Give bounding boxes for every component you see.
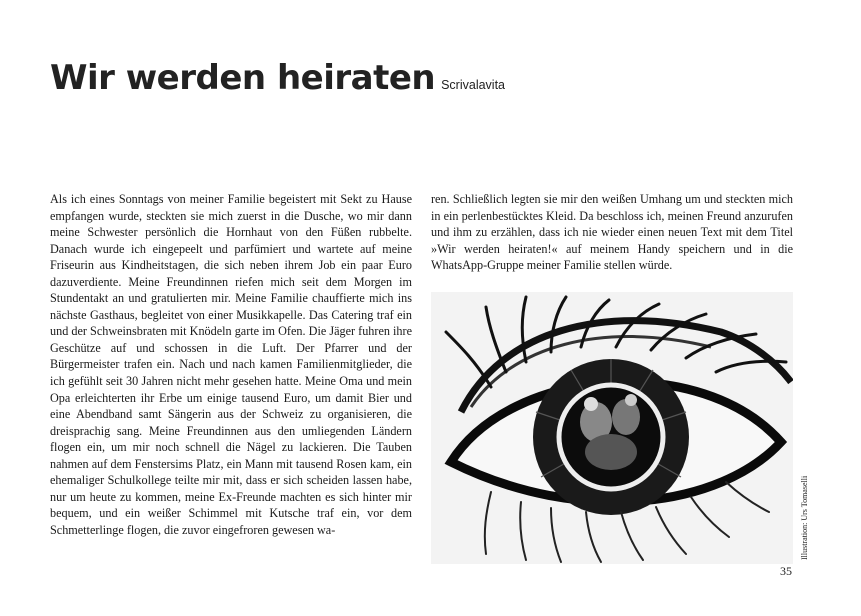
- text-column-right: [431, 191, 793, 274]
- text-column-left: [50, 191, 412, 538]
- author-name: Scrivalavita: [441, 78, 506, 92]
- title-text: Wir werden heiraten: [50, 58, 436, 98]
- illustration-credit: Illustration: Urs Tomaselli: [800, 475, 809, 560]
- body-paragraph-right: ren. Schließlich legten sie mir den weißen Umhang um und steckten mich in ein perlenbestücktes Kleid. Da beschloss ich, meinen Freund anzurufen und ihm zu erzählen, dass ich nie wieder einen neuen Text mit dem Titel »Wir werden heiraten!« auf meinem Handy speichern und in die WhatsApp-Gruppe meiner Familie stellen würde.: [431, 192, 793, 273]
- eye-illustration: [431, 292, 793, 564]
- body-paragraph-left: Als ich eines Sonntags von meiner Familie begeistert mit Sekt zu Hause empfangen wurde, steckten sie mich zuerst in die Dusche, wo mir dann meine Schwester persönlich die Hornhaut von den Füßen rubbelte. Danach wurde ich eingepeelt und parfümiert und wartete auf meine Friseurin aus Kindheitstagen, die sich neben ihrem Job ein paar Euro dazuverdiente. Meine Freundinnen riefen mich seit dem Morgen im Stundentakt an und gratulierten mir. Meine Familie chauffierte mich ins nächste Gasthaus, begleitet von einer Musikkapelle. Das Catering traf ein und der Schweinsbraten mit Knödeln garte im Ofen. Die Jäger fuhren ihre Geschütze auf und schossen in die Luft. Der Pfarrer und der Bürgermeister trafen ein. Nach und nach kamen Familienmitglieder, die ich gefühlt seit 30 Jahren nicht mehr gesehen hatte. Meine Oma und mein Opa erleichterten ihr Erbe um einige tausend Euro, um damit Bier und eine Abendband samt Sängerin aus der Schweiz zu organisieren, die dreisprachig sang. Meine Freundinnen aus den umliegenden Ländern flogen ein, um mir noch schnell die Nägel zu lackieren. Die Tauben nahmen auf dem Fenstersims Platz, ein Mann mit tausend Rosen kam, ein ehemaliger Schulkollege teilte mir mit, dass er sich scheiden lassen habe, nur um heute zu kommen, meine Ex-Freunde machten es sich hinter mir bequem, und ein weißer Schimmel mit Kutsche traf ein, vor dem Schmetterlinge flogen, die zuvor eingefroren gewesen wa-: [50, 192, 412, 537]
- article-title: [50, 58, 505, 98]
- page-number: 35: [780, 564, 792, 578]
